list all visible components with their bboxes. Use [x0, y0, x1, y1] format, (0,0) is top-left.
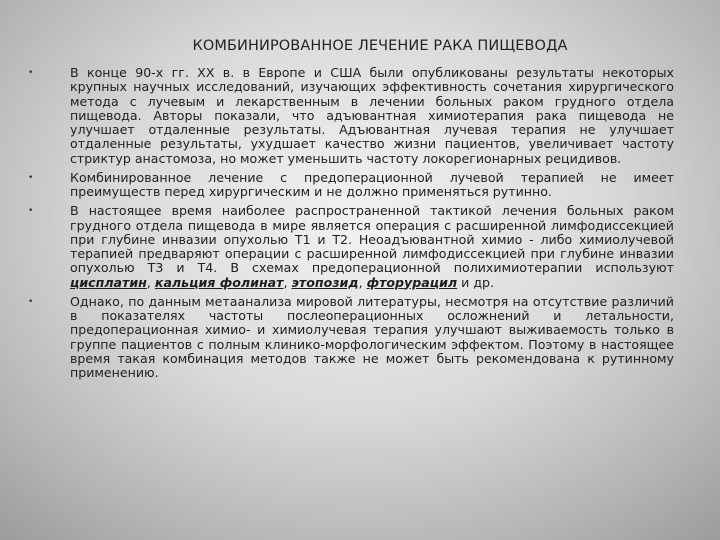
drug-link-fluorouracil[interactable]: фторурацил [366, 274, 458, 290]
bullet-marker: • [28, 68, 34, 78]
drug-link-calcium-folinate[interactable]: кальция фолинат [154, 274, 284, 290]
bullet-text-3: В настоящее время наиболее распространенной тактикой лечения больных раком грудного отдела пищевода в мире является операция с расширенной лимфодиссекцией при глубине инвазии опухолью Т1 и Т2. Неоадъювантной химио - либо химиолучевой терапией предваряют операции с расширенной лимфодиссекцией при глубине инвазии опухолью Т3 и Т4. В схемах предоперационной полихимиотерапии используют [70, 203, 674, 276]
bullet-text-4: Однако, по данным метаанализа мировой литературы, несмотря на отсутствие различий в показателях частоты послеоперационных осложнений и летальности, предоперационная химио- и химиолучевая терапия улучшают выживаемость только в группе пациентов с полным клинико-морфологическим эффектом. Поэтому в настоящее время такая комбинация методов также не может быть рекомендована к рутинному применению. [70, 293, 674, 380]
separator: , [146, 274, 155, 290]
bullet-item-1 [28, 66, 674, 166]
bullet-text-3-end: и др. [457, 274, 495, 290]
slide-title: КОМБИНИРОВАННОЕ ЛЕЧЕНИЕ РАКА ПИЩЕВОДА [192, 38, 568, 54]
bullet-marker: • [28, 172, 34, 183]
bullet-marker: • [28, 206, 34, 217]
bullet-item-3 [28, 204, 674, 290]
bullet-marker: • [28, 296, 34, 307]
separator: , [358, 274, 367, 290]
separator: , [283, 274, 292, 290]
bullet-item-2 [28, 171, 674, 200]
bullet-text-1: В конце 90-х гг. ХХ в. в Европе и США были опубликованы результаты некоторых крупных научных исследований, изучающих эффективность сочетания хирургического метода с лучевым и лекарственным в лечении больных раком грудного отдела пищевода. Авторы показали, что адъювантная химиотерапия рака пищевода не улучшает отдаленные результаты. Адъювантная лучевая терапия не улучшает отдаленные результаты, ухудшает качество жизни пациентов, увеличивает частоту стриктур анастомоза, но может уменьшить частоту локорегионарных рецидивов. [70, 65, 674, 166]
drug-link-etoposide[interactable]: этопозид [291, 274, 359, 290]
bullet-list [28, 66, 674, 380]
bullet-text-2: Комбинированное лечение с предоперационной лучевой терапией не имеет преимуществ перед хирургическим и не должно применяться рутинно. [70, 169, 674, 199]
bullet-item-4 [28, 295, 674, 381]
drug-link-cisplatin[interactable]: цисплатин [70, 274, 147, 290]
